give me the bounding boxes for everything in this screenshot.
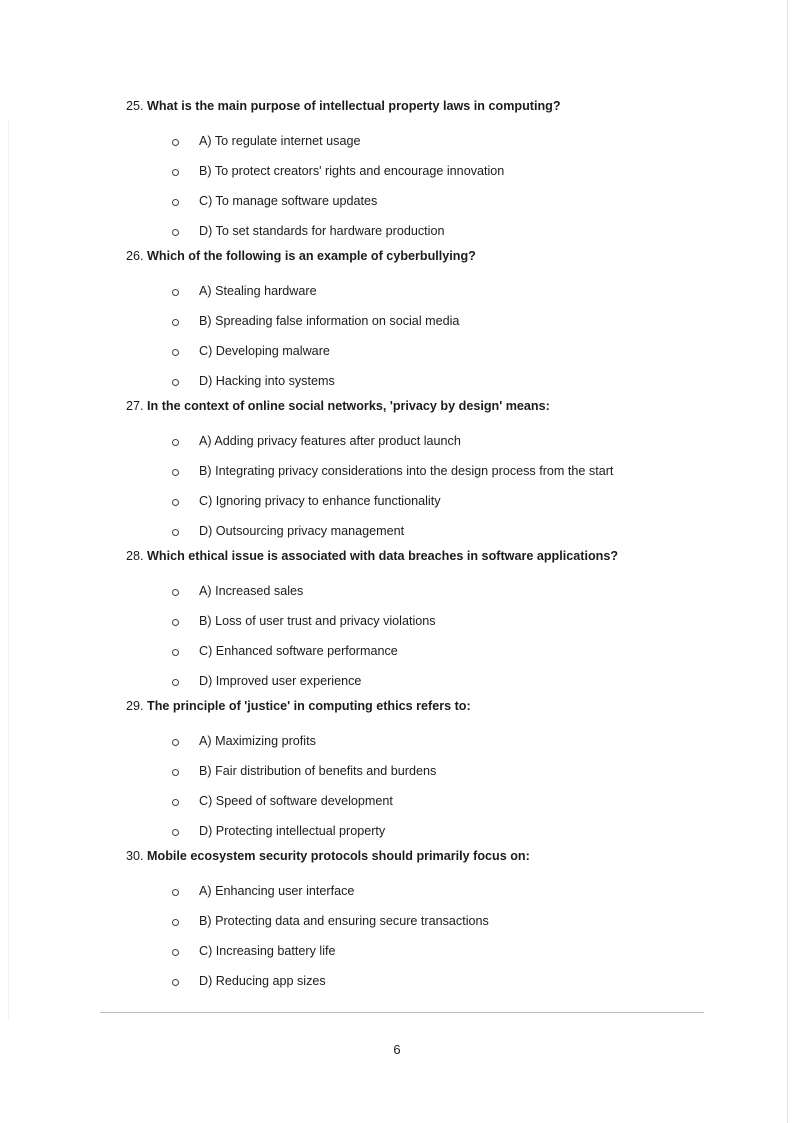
option-text: B) Spreading false information on social media bbox=[199, 314, 460, 328]
question-heading bbox=[126, 696, 686, 716]
question-heading bbox=[126, 846, 686, 866]
question-30 bbox=[126, 846, 686, 996]
answer-option bbox=[126, 936, 686, 966]
circle-bullet-icon bbox=[172, 589, 179, 596]
answer-option bbox=[126, 456, 686, 486]
question-29 bbox=[126, 696, 686, 846]
circle-bullet-icon bbox=[172, 949, 179, 956]
option-text: B) Protecting data and ensuring secure transactions bbox=[199, 914, 489, 928]
question-text: Which ethical issue is associated with data breaches in software applications? bbox=[147, 549, 619, 563]
answer-option bbox=[126, 216, 686, 246]
question-27 bbox=[126, 396, 686, 546]
circle-bullet-icon bbox=[172, 829, 179, 836]
option-text: D) Hacking into systems bbox=[199, 374, 335, 388]
answer-option bbox=[126, 306, 686, 336]
option-text: A) Adding privacy features after product launch bbox=[199, 434, 461, 448]
circle-bullet-icon bbox=[172, 979, 179, 986]
option-text: A) Maximizing profits bbox=[199, 734, 316, 748]
question-text: In the context of online social networks, 'privacy by design' means: bbox=[147, 399, 550, 413]
answer-option bbox=[126, 606, 686, 636]
answer-option bbox=[126, 576, 686, 606]
circle-bullet-icon bbox=[172, 469, 179, 476]
answer-option bbox=[126, 336, 686, 366]
answer-option bbox=[126, 426, 686, 456]
question-number: 28. bbox=[126, 549, 144, 563]
option-list bbox=[126, 576, 686, 696]
option-text: C) Enhanced software performance bbox=[199, 644, 398, 658]
option-text: A) Stealing hardware bbox=[199, 284, 317, 298]
option-text: B) Fair distribution of benefits and burdens bbox=[199, 764, 437, 778]
circle-bullet-icon bbox=[172, 499, 179, 506]
question-number: 29. bbox=[126, 699, 144, 713]
option-text: D) Protecting intellectual property bbox=[199, 824, 386, 838]
page-number: 6 bbox=[393, 1042, 401, 1057]
question-number: 27. bbox=[126, 399, 144, 413]
option-text: B) Loss of user trust and privacy violations bbox=[199, 614, 436, 628]
option-list bbox=[126, 426, 686, 546]
question-heading bbox=[126, 96, 686, 116]
answer-option bbox=[126, 486, 686, 516]
option-text: C) Developing malware bbox=[199, 344, 330, 358]
answer-option bbox=[126, 156, 686, 186]
question-number: 26. bbox=[126, 249, 144, 263]
option-text: D) Reducing app sizes bbox=[199, 974, 326, 988]
question-text: Mobile ecosystem security protocols should primarily focus on: bbox=[147, 849, 530, 863]
scan-edge-right bbox=[787, 0, 788, 1123]
circle-bullet-icon bbox=[172, 169, 179, 176]
answer-option bbox=[126, 966, 686, 996]
circle-bullet-icon bbox=[172, 619, 179, 626]
circle-bullet-icon bbox=[172, 799, 179, 806]
answer-option bbox=[126, 636, 686, 666]
question-28 bbox=[126, 546, 686, 696]
option-list bbox=[126, 276, 686, 396]
answer-option bbox=[126, 786, 686, 816]
option-text: D) To set standards for hardware production bbox=[199, 224, 445, 238]
answer-option bbox=[126, 876, 686, 906]
option-text: A) To regulate internet usage bbox=[199, 134, 361, 148]
circle-bullet-icon bbox=[172, 349, 179, 356]
option-text: C) Increasing battery life bbox=[199, 944, 336, 958]
option-text: B) Integrating privacy considerations into the design process from the start bbox=[199, 464, 614, 478]
circle-bullet-icon bbox=[172, 739, 179, 746]
circle-bullet-icon bbox=[172, 649, 179, 656]
answer-option bbox=[126, 666, 686, 696]
option-text: A) Increased sales bbox=[199, 584, 304, 598]
circle-bullet-icon bbox=[172, 439, 179, 446]
circle-bullet-icon bbox=[172, 379, 179, 386]
question-number: 25. bbox=[126, 99, 144, 113]
answer-option bbox=[126, 126, 686, 156]
question-heading bbox=[126, 546, 686, 566]
option-list bbox=[126, 126, 686, 246]
circle-bullet-icon bbox=[172, 529, 179, 536]
question-26 bbox=[126, 246, 686, 396]
answer-option bbox=[126, 366, 686, 396]
option-text: B) To protect creators' rights and encourage innovation bbox=[199, 164, 505, 178]
option-text: A) Enhancing user interface bbox=[199, 884, 355, 898]
answer-option bbox=[126, 756, 686, 786]
option-text: D) Outsourcing privacy management bbox=[199, 524, 405, 538]
question-heading bbox=[126, 246, 686, 266]
option-text: C) To manage software updates bbox=[199, 194, 378, 208]
circle-bullet-icon bbox=[172, 139, 179, 146]
question-text: The principle of 'justice' in computing ethics refers to: bbox=[147, 699, 471, 713]
option-list bbox=[126, 876, 686, 996]
answer-option bbox=[126, 516, 686, 546]
option-text: C) Ignoring privacy to enhance functionality bbox=[199, 494, 441, 508]
footer-divider bbox=[100, 1012, 704, 1013]
question-text: Which of the following is an example of cyberbullying? bbox=[147, 249, 476, 263]
answer-option bbox=[126, 906, 686, 936]
circle-bullet-icon bbox=[172, 289, 179, 296]
circle-bullet-icon bbox=[172, 769, 179, 776]
answer-option bbox=[126, 726, 686, 756]
answer-option bbox=[126, 816, 686, 846]
option-text: C) Speed of software development bbox=[199, 794, 393, 808]
option-text: D) Improved user experience bbox=[199, 674, 362, 688]
question-number: 30. bbox=[126, 849, 144, 863]
question-text: What is the main purpose of intellectual property laws in computing? bbox=[147, 99, 561, 113]
circle-bullet-icon bbox=[172, 889, 179, 896]
circle-bullet-icon bbox=[172, 919, 179, 926]
question-heading bbox=[126, 396, 686, 416]
circle-bullet-icon bbox=[172, 199, 179, 206]
option-list bbox=[126, 726, 686, 846]
scan-edge-left bbox=[8, 120, 9, 1020]
question-list bbox=[126, 96, 686, 996]
circle-bullet-icon bbox=[172, 229, 179, 236]
answer-option bbox=[126, 186, 686, 216]
answer-option bbox=[126, 276, 686, 306]
circle-bullet-icon bbox=[172, 679, 179, 686]
question-25 bbox=[126, 96, 686, 246]
circle-bullet-icon bbox=[172, 319, 179, 326]
